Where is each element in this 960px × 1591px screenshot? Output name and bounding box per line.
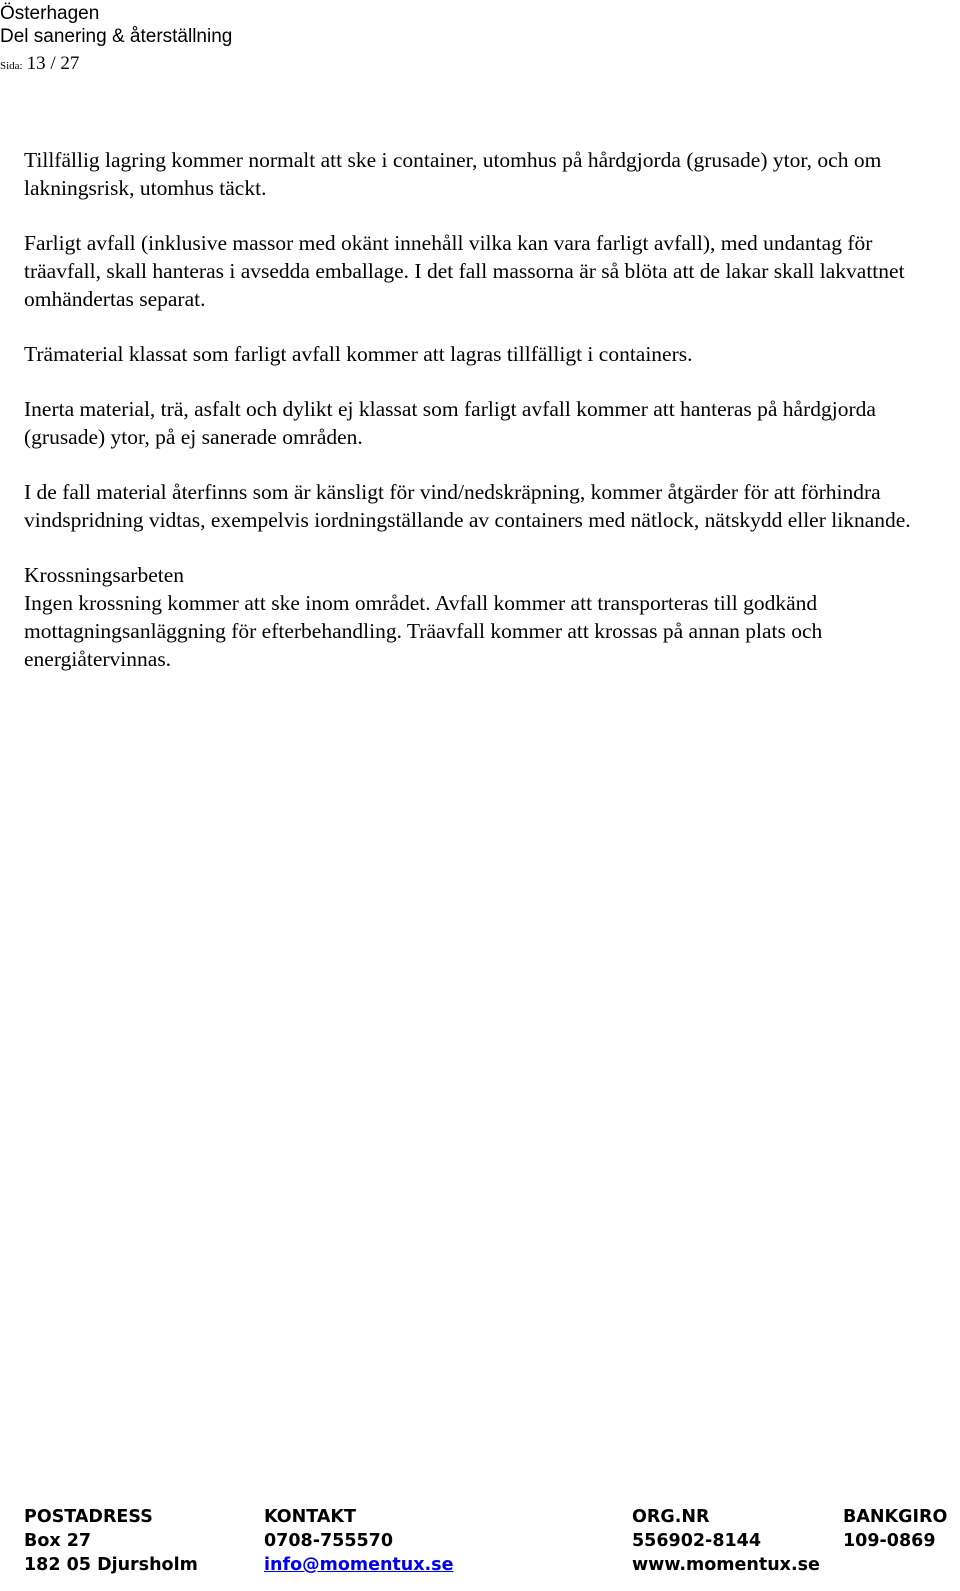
footer-email-link[interactable]: info@momentux.se bbox=[264, 1555, 454, 1575]
page-label: Sida: bbox=[0, 60, 23, 72]
footer-bankgiro-column bbox=[843, 1505, 947, 1553]
footer-website: www.momentux.se bbox=[632, 1555, 820, 1575]
paragraph-inert-material: Inerta material, trä, asfalt och dylikt ej klassat som farligt avfall kommer att hanteras på hårdgjorda (grusade) ytor, på ej sanerade områden. bbox=[24, 397, 876, 449]
paragraph-wood-material: Trämaterial klassat som farligt avfall kommer att lagras tillfälligt i containers. bbox=[24, 342, 693, 366]
page-indicator bbox=[0, 53, 79, 75]
document-footer bbox=[0, 1505, 960, 1591]
paragraph-wind-protection: I de fall material återfinns som är känsligt för vind/nedskräpning, kommer åtgärder för att förhindra vindspridning vidtas, exempelvis iordningställande av containers med nätlock, nätskydd eller liknande. bbox=[24, 480, 911, 532]
footer-postal-line2: 182 05 Djursholm bbox=[24, 1555, 198, 1575]
paragraph-crushing: Ingen krossning kommer att ske inom området. Avfall kommer att transporteras till godkänd mottagningsanläggning för efterbehandling. Träavfall kommer att krossas på annan plats och energiåtervinnas. bbox=[24, 591, 823, 671]
footer-org-label: ORG.NR bbox=[632, 1507, 710, 1527]
document-body bbox=[24, 146, 954, 700]
footer-org-number: 556902-8144 bbox=[632, 1531, 762, 1551]
footer-postal-label: POSTADRESS bbox=[24, 1507, 153, 1527]
paragraph-temporary-storage: Tillfällig lagring kommer normalt att ske i container, utomhus på hårdgjorda (grusade) ytor, och om lakningsrisk, utomhus täckt. bbox=[24, 148, 882, 200]
footer-phone: 0708-755570 bbox=[264, 1531, 394, 1551]
footer-postal-line1: Box 27 bbox=[24, 1531, 92, 1551]
document-header bbox=[0, 2, 232, 48]
footer-org-column bbox=[632, 1505, 820, 1577]
footer-bankgiro-label: BANKGIRO bbox=[843, 1507, 948, 1527]
document-subtitle: Del sanering & återställning bbox=[0, 26, 233, 47]
page-number: 13 / 27 bbox=[26, 53, 80, 74]
crushing-section bbox=[24, 561, 954, 673]
document-title: Österhagen bbox=[0, 3, 100, 24]
section-heading: Krossningsarbeten bbox=[24, 563, 185, 587]
footer-contact-column bbox=[264, 1505, 453, 1577]
footer-contact-label: KONTAKT bbox=[264, 1507, 356, 1527]
footer-bankgiro-number: 109-0869 bbox=[843, 1531, 936, 1551]
footer-postal-column bbox=[24, 1505, 198, 1577]
paragraph-hazardous-waste: Farligt avfall (inklusive massor med okänt innehåll vilka kan vara farligt avfall), med undantag för träavfall, skall hanteras i avsedda emballage. I det fall massorna är så blöta att de lakar skall lakvattnet omhändertas separat. bbox=[24, 231, 905, 311]
